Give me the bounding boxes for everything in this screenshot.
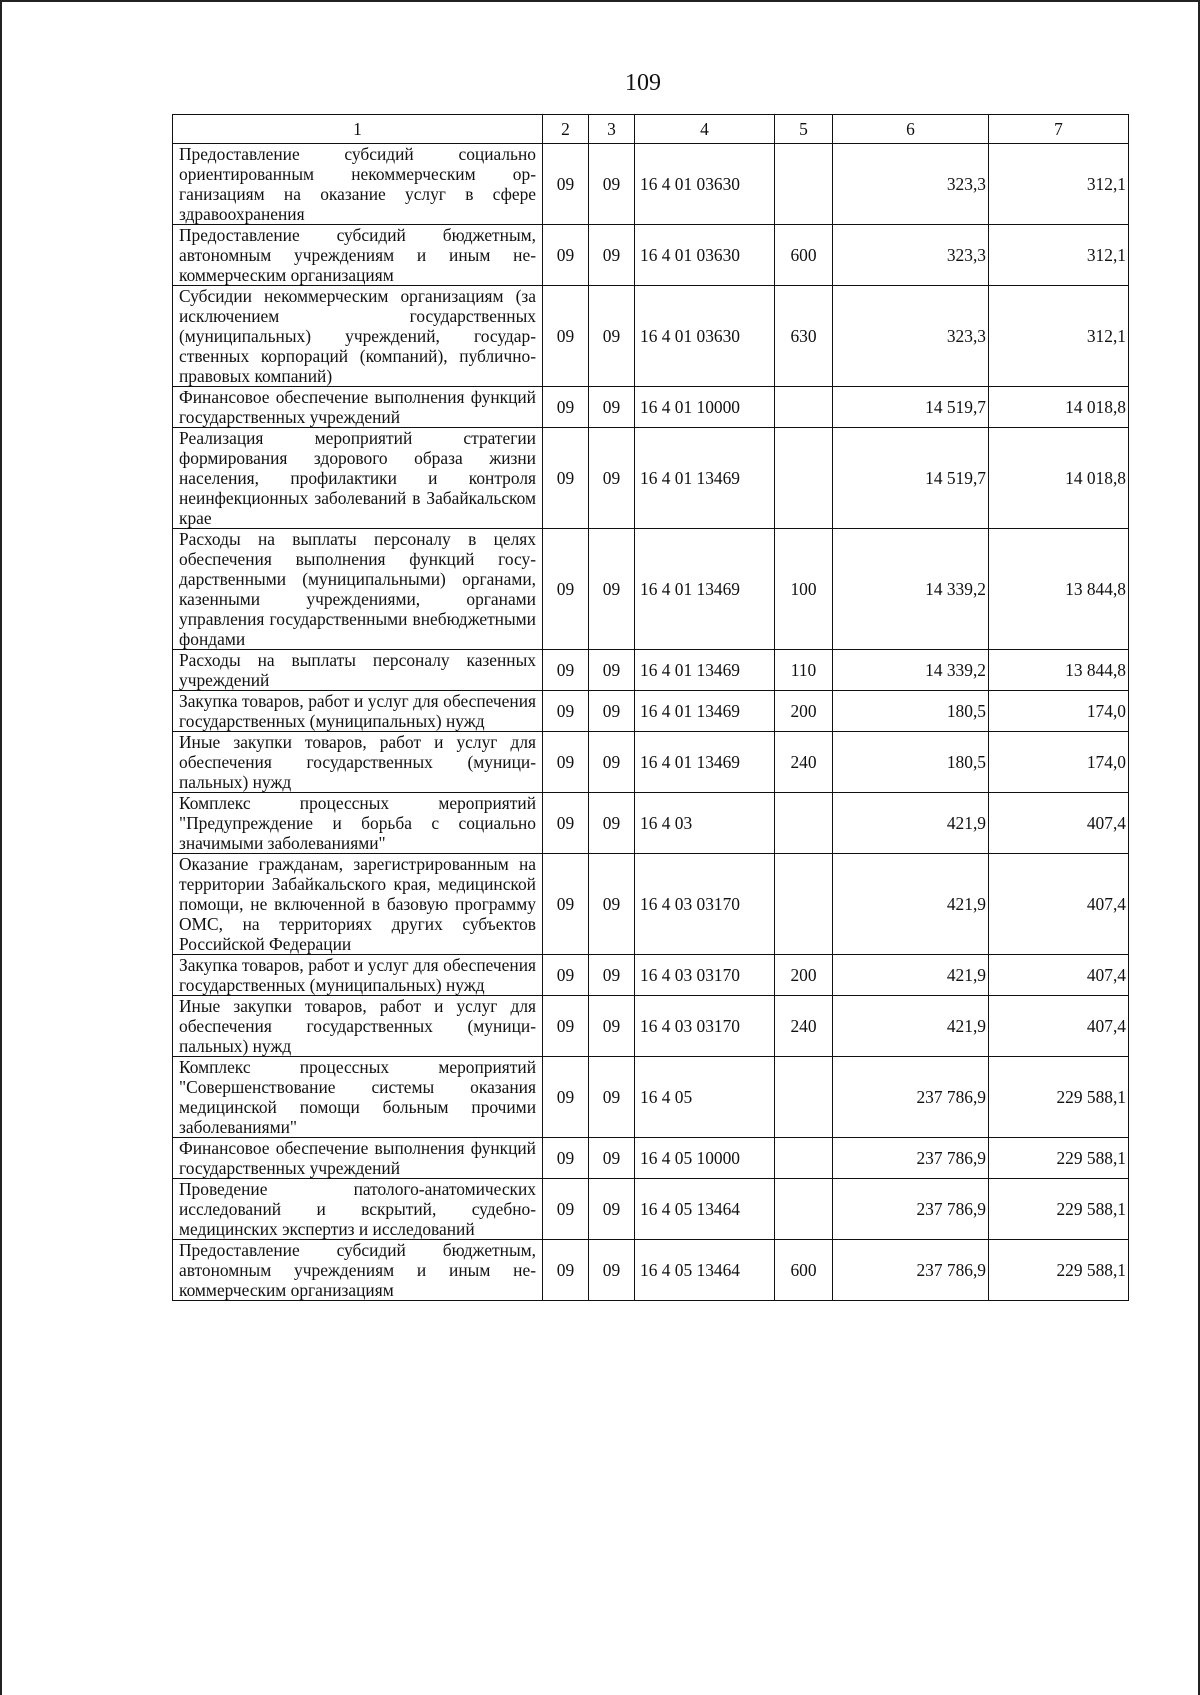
row-pr: 09 [589,1138,635,1179]
page-number: 109 [625,70,661,96]
row-sum2: 312,1 [989,286,1129,387]
table-row [173,955,1129,996]
row-rz: 09 [543,286,589,387]
row-pr: 09 [589,955,635,996]
scan-top-edge [0,0,1200,2]
row-rz: 09 [543,691,589,732]
row-sum2: 229 588,1 [989,1179,1129,1240]
row-sum1: 323,3 [833,225,989,286]
table-row [173,732,1129,793]
row-sum1: 14 339,2 [833,529,989,650]
row-name: Реализация мероприятий стратегии формирования здорового образа жизни населения, профилактики и контроля неинфекционных заболеваний в Забайкальском крае [173,428,543,529]
row-name: Комплекс процессных мероприятий "Совершенствование системы оказания медицинской помощи больным прочими заболеваниями" [173,1057,543,1138]
row-rz: 09 [543,1057,589,1138]
row-pr: 09 [589,428,635,529]
row-vr: 600 [775,225,833,286]
header-col-sum1: 6 [833,115,989,144]
row-csr: 16 4 05 13464 [635,1179,775,1240]
row-rz: 09 [543,387,589,428]
row-name: Предоставление субсидий бюджетным, автономным учреждениям и иным некоммерческим организациям [173,1240,543,1301]
row-rz: 09 [543,529,589,650]
row-csr: 16 4 01 13469 [635,732,775,793]
row-sum2: 312,1 [989,144,1129,225]
row-csr: 16 4 03 03170 [635,996,775,1057]
table-row [173,387,1129,428]
row-name: Иные закупки товаров, работ и услуг для обеспечения государственных (муниципальных) нужд [173,732,543,793]
row-pr: 09 [589,1179,635,1240]
header-col-vr: 5 [775,115,833,144]
row-rz: 09 [543,144,589,225]
row-vr [775,1179,833,1240]
row-vr: 200 [775,955,833,996]
row-sum1: 14 339,2 [833,650,989,691]
table-row [173,286,1129,387]
row-sum1: 421,9 [833,854,989,955]
row-vr [775,793,833,854]
row-vr [775,387,833,428]
row-sum2: 174,0 [989,691,1129,732]
row-csr: 16 4 01 03630 [635,225,775,286]
row-pr: 09 [589,1240,635,1301]
row-pr: 09 [589,144,635,225]
row-rz: 09 [543,955,589,996]
row-vr: 240 [775,996,833,1057]
row-rz: 09 [543,1138,589,1179]
table-row [173,428,1129,529]
row-name: Предоставление субсидий социально ориентированным некоммерческим организациям на оказание услуг в сфере здравоохранения [173,144,543,225]
row-name: Предоставление субсидий бюджетным, автономным учреждениям и иным некоммерческим организациям [173,225,543,286]
row-sum1: 14 519,7 [833,428,989,529]
row-csr: 16 4 01 10000 [635,387,775,428]
row-sum1: 180,5 [833,691,989,732]
header-col-pr: 3 [589,115,635,144]
table-header [173,115,1129,144]
row-csr: 16 4 01 03630 [635,286,775,387]
row-name: Оказание гражданам, зарегистрированным на территории Забайкальского края, медицинской помощи, не включенной в базовую программу ОМС, на территориях других субъектов Российской Федерации [173,854,543,955]
row-sum1: 180,5 [833,732,989,793]
row-sum2: 407,4 [989,854,1129,955]
table-row [173,1057,1129,1138]
row-rz: 09 [543,428,589,529]
row-sum1: 14 519,7 [833,387,989,428]
row-name: Закупка товаров, работ и услуг для обеспечения государственных (муниципальных) нужд [173,691,543,732]
row-vr [775,1138,833,1179]
row-sum2: 407,4 [989,996,1129,1057]
row-rz: 09 [543,854,589,955]
row-pr: 09 [589,225,635,286]
row-sum2: 407,4 [989,955,1129,996]
row-sum2: 13 844,8 [989,529,1129,650]
table-row [173,854,1129,955]
row-vr [775,428,833,529]
row-name: Финансовое обеспечение выполнения функций государственных учреждений [173,387,543,428]
row-rz: 09 [543,1240,589,1301]
row-csr: 16 4 05 13464 [635,1240,775,1301]
row-pr: 09 [589,854,635,955]
row-name: Расходы на выплаты персоналу в целях обеспечения выполнения функций государственными (муниципальными) органами, казенными учреждениями, органами управления государственными внебюджетными фондами [173,529,543,650]
row-csr: 16 4 01 13469 [635,650,775,691]
row-pr: 09 [589,286,635,387]
row-sum1: 237 786,9 [833,1179,989,1240]
scan-left-edge [0,0,2,1695]
row-csr: 16 4 05 [635,1057,775,1138]
row-sum1: 323,3 [833,144,989,225]
row-pr: 09 [589,793,635,854]
row-sum1: 421,9 [833,793,989,854]
row-sum2: 14 018,8 [989,387,1129,428]
row-pr: 09 [589,529,635,650]
row-csr: 16 4 01 03630 [635,144,775,225]
row-sum2: 312,1 [989,225,1129,286]
row-name: Расходы на выплаты персоналу казенных учреждений [173,650,543,691]
row-csr: 16 4 01 13469 [635,428,775,529]
row-sum2: 13 844,8 [989,650,1129,691]
row-rz: 09 [543,793,589,854]
row-sum1: 237 786,9 [833,1057,989,1138]
row-csr: 16 4 01 13469 [635,691,775,732]
table-row [173,650,1129,691]
row-vr: 240 [775,732,833,793]
row-sum2: 14 018,8 [989,428,1129,529]
row-pr: 09 [589,1057,635,1138]
row-vr: 200 [775,691,833,732]
table-row [173,996,1129,1057]
row-sum1: 237 786,9 [833,1138,989,1179]
row-rz: 09 [543,732,589,793]
table-row [173,529,1129,650]
header-col-name: 1 [173,115,543,144]
row-sum1: 421,9 [833,955,989,996]
row-csr: 16 4 03 03170 [635,854,775,955]
row-sum1: 421,9 [833,996,989,1057]
table-row [173,691,1129,732]
row-vr: 630 [775,286,833,387]
table-row [173,1138,1129,1179]
row-pr: 09 [589,732,635,793]
table-row [173,144,1129,225]
row-sum1: 237 786,9 [833,1240,989,1301]
row-sum2: 229 588,1 [989,1240,1129,1301]
row-pr: 09 [589,387,635,428]
row-rz: 09 [543,650,589,691]
table-row [173,793,1129,854]
header-row [173,115,1129,144]
row-pr: 09 [589,691,635,732]
row-sum2: 174,0 [989,732,1129,793]
row-pr: 09 [589,650,635,691]
row-csr: 16 4 03 03170 [635,955,775,996]
row-vr [775,854,833,955]
row-name: Иные закупки товаров, работ и услуг для обеспечения государственных (муниципальных) нужд [173,996,543,1057]
row-pr: 09 [589,996,635,1057]
row-sum1: 323,3 [833,286,989,387]
row-rz: 09 [543,1179,589,1240]
table-row [173,1179,1129,1240]
table-row [173,225,1129,286]
row-csr: 16 4 05 10000 [635,1138,775,1179]
row-rz: 09 [543,225,589,286]
header-col-csr: 4 [635,115,775,144]
row-csr: 16 4 03 [635,793,775,854]
row-vr: 100 [775,529,833,650]
row-vr [775,1057,833,1138]
row-name: Субсидии некоммерческим организациям (за исключением государственных (муниципальных) учреждений, государственных корпораций (компаний), публично-правовых компаний) [173,286,543,387]
table-body [173,144,1129,1301]
row-sum2: 407,4 [989,793,1129,854]
row-sum2: 229 588,1 [989,1138,1129,1179]
row-csr: 16 4 01 13469 [635,529,775,650]
row-vr: 110 [775,650,833,691]
row-rz: 09 [543,996,589,1057]
row-name: Финансовое обеспечение выполнения функций государственных учреждений [173,1138,543,1179]
budget-table [172,114,1129,1301]
row-name: Проведение патолого-анатомических исследований и вскрытий, судебно-медицинских экспертиз и исследований [173,1179,543,1240]
row-vr [775,144,833,225]
row-name: Комплекс процессных мероприятий "Предупреждение и борьба с социально значимыми заболеваниями" [173,793,543,854]
row-name: Закупка товаров, работ и услуг для обеспечения государственных (муниципальных) нужд [173,955,543,996]
table-row [173,1240,1129,1301]
header-col-rz: 2 [543,115,589,144]
header-col-sum2: 7 [989,115,1129,144]
row-sum2: 229 588,1 [989,1057,1129,1138]
row-vr: 600 [775,1240,833,1301]
